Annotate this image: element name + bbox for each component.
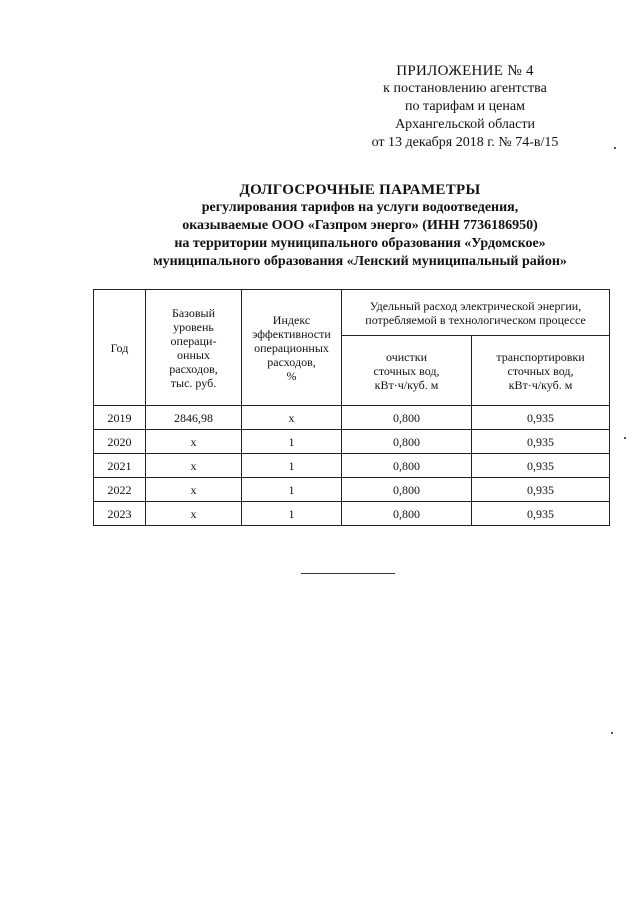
- appendix-header: [330, 62, 600, 152]
- cell-year: 2020: [94, 430, 146, 454]
- cell-efficiency-index: х: [242, 406, 342, 430]
- cell-cleaning: 0,800: [342, 454, 472, 478]
- cell-efficiency-index: 1: [242, 478, 342, 502]
- title-line-4: муниципального образования «Ленский муниципальный район»: [153, 254, 567, 269]
- cell-cleaning: 0,800: [342, 478, 472, 502]
- cell-year: 2022: [94, 478, 146, 502]
- title-line-2: оказываемые ООО «Газпром энерго» (ИНН 7736186950): [182, 218, 538, 233]
- scan-speck: [611, 732, 613, 734]
- cell-base-costs: х: [146, 502, 242, 526]
- header-energy-consumption: Удельный расход электрической энергии, потребляемой в технологическом процессе: [342, 290, 610, 336]
- cell-transport: 0,935: [472, 430, 610, 454]
- header-base-costs: Базовый уровень операци- онных расходов, тыс. руб.: [146, 290, 242, 406]
- cell-base-costs: 2846,98: [146, 406, 242, 430]
- appendix-line-1: к постановлению агентства: [383, 81, 547, 96]
- title-main: ДОЛГОСРОЧНЫЕ ПАРАМЕТРЫ: [239, 182, 481, 198]
- table-row: [94, 406, 610, 430]
- appendix-line-3: Архангельской области: [395, 117, 535, 132]
- cell-year: 2023: [94, 502, 146, 526]
- appendix-line-2: по тарифам и ценам: [405, 99, 525, 114]
- cell-efficiency-index: 1: [242, 430, 342, 454]
- appendix-line-4: от 13 декабря 2018 г. № 74-в/15: [371, 135, 559, 150]
- header-year: Год: [94, 290, 146, 406]
- header-transport: транспортировки сточных вод, кВт·ч/куб. м: [472, 336, 610, 406]
- parameters-table: [93, 289, 610, 526]
- cell-efficiency-index: 1: [242, 502, 342, 526]
- title-line-3: на территории муниципального образования «Урдомское»: [174, 236, 546, 251]
- cell-year: 2019: [94, 406, 146, 430]
- header-efficiency-index: Индекс эффективности операционных расходов, %: [242, 290, 342, 406]
- table-row: [94, 430, 610, 454]
- cell-base-costs: х: [146, 430, 242, 454]
- cell-cleaning: 0,800: [342, 502, 472, 526]
- title-line-1: регулирования тарифов на услуги водоотведения,: [201, 200, 519, 215]
- cell-cleaning: 0,800: [342, 430, 472, 454]
- cell-transport: 0,935: [472, 502, 610, 526]
- cell-transport: 0,935: [472, 406, 610, 430]
- document-title: [80, 181, 640, 271]
- cell-efficiency-index: 1: [242, 454, 342, 478]
- table-row: [94, 502, 610, 526]
- cell-base-costs: х: [146, 478, 242, 502]
- header-cleaning: очистки сточных вод, кВт·ч/куб. м: [342, 336, 472, 406]
- table-row: [94, 454, 610, 478]
- appendix-number: ПРИЛОЖЕНИЕ № 4: [396, 63, 534, 79]
- cell-transport: 0,935: [472, 478, 610, 502]
- scan-speck: [624, 437, 626, 439]
- cell-transport: 0,935: [472, 454, 610, 478]
- table-row: [94, 478, 610, 502]
- cell-cleaning: 0,800: [342, 406, 472, 430]
- scan-speck: [614, 147, 616, 149]
- cell-base-costs: х: [146, 454, 242, 478]
- cell-year: 2021: [94, 454, 146, 478]
- end-divider-line: [301, 573, 395, 574]
